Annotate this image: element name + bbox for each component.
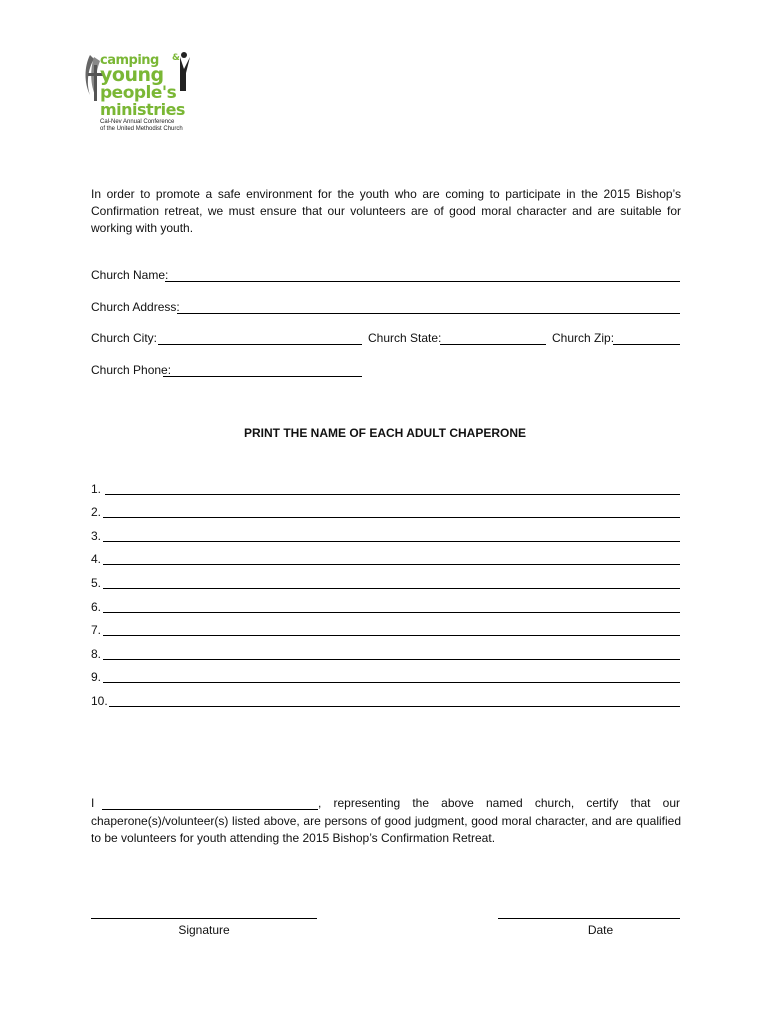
logo-text-camping: camping — [100, 53, 159, 68]
date-line[interactable] — [498, 918, 680, 919]
chaperone-number: 10. — [91, 694, 108, 708]
church-city-label: Church City: — [91, 331, 158, 345]
chaperone-heading: PRINT THE NAME OF EACH ADULT CHAPERONE — [244, 426, 526, 440]
chaperone-line[interactable] — [103, 682, 680, 683]
certification-line1: , representing the above named church, certify that our — [318, 796, 680, 810]
church-phone-field[interactable] — [163, 376, 362, 377]
church-name-field[interactable] — [165, 281, 680, 282]
logo-subtitle-church: of the United Methodist Church — [100, 126, 183, 132]
signature-line[interactable] — [91, 918, 317, 919]
church-state-field[interactable] — [440, 344, 546, 345]
chaperone-line[interactable] — [103, 541, 680, 542]
chaperone-number: 1. — [91, 482, 102, 496]
chaperone-line[interactable] — [103, 659, 680, 660]
logo-text-peoples: people's — [100, 83, 177, 103]
ministry-logo — [80, 47, 205, 137]
certification-body: chaperone(s)/volunteer(s) listed above, are persons of good judgment, good moral character, and are qualified to be volunteers for youth attending the 2015 Bishop’s Confirmation Retreat. — [91, 814, 681, 845]
church-city-field[interactable] — [158, 344, 362, 345]
logo-text-young: young — [100, 64, 164, 86]
certification-prefix: I — [91, 796, 95, 810]
chaperone-number: 5. — [91, 576, 102, 590]
church-phone-label: Church Phone: — [91, 363, 172, 377]
intro-paragraph: In order to promote a safe environment for the youth who are coming to participate in the 2015 Bishop’s Confirmation retreat, we must ensure that our volunteers are of good moral character and are suitable for working with youth. — [91, 187, 681, 235]
chaperone-number: 7. — [91, 623, 102, 637]
logo-text-ministries: ministries — [100, 100, 185, 119]
chaperone-line[interactable] — [103, 588, 680, 589]
logo-subtitle-conference: Cal-Nev Annual Conference — [100, 119, 175, 125]
church-address-label: Church Address: — [91, 300, 180, 314]
church-name-label: Church Name: — [91, 268, 169, 282]
chaperone-line[interactable] — [105, 494, 680, 495]
chaperone-number: 9. — [91, 670, 102, 684]
chaperone-number: 8. — [91, 647, 102, 661]
chaperone-line[interactable] — [109, 706, 680, 707]
chaperone-line[interactable] — [103, 564, 680, 565]
chaperone-number: 3. — [91, 529, 102, 543]
church-address-field[interactable] — [177, 313, 680, 314]
chaperone-line[interactable] — [103, 635, 680, 636]
chaperone-number: 2. — [91, 505, 102, 519]
logo-text-amp: & — [172, 53, 180, 63]
certifier-name-field[interactable] — [102, 809, 318, 810]
signature-label: Signature — [178, 923, 230, 937]
chaperone-number: 6. — [91, 600, 102, 614]
church-state-label: Church State: — [368, 331, 442, 345]
church-zip-label: Church Zip: — [552, 331, 615, 345]
chaperone-line[interactable] — [103, 517, 680, 518]
chaperone-line[interactable] — [103, 612, 680, 613]
chaperone-number: 4. — [91, 552, 102, 566]
church-zip-field[interactable] — [613, 344, 680, 345]
date-label: Date — [587, 923, 614, 937]
